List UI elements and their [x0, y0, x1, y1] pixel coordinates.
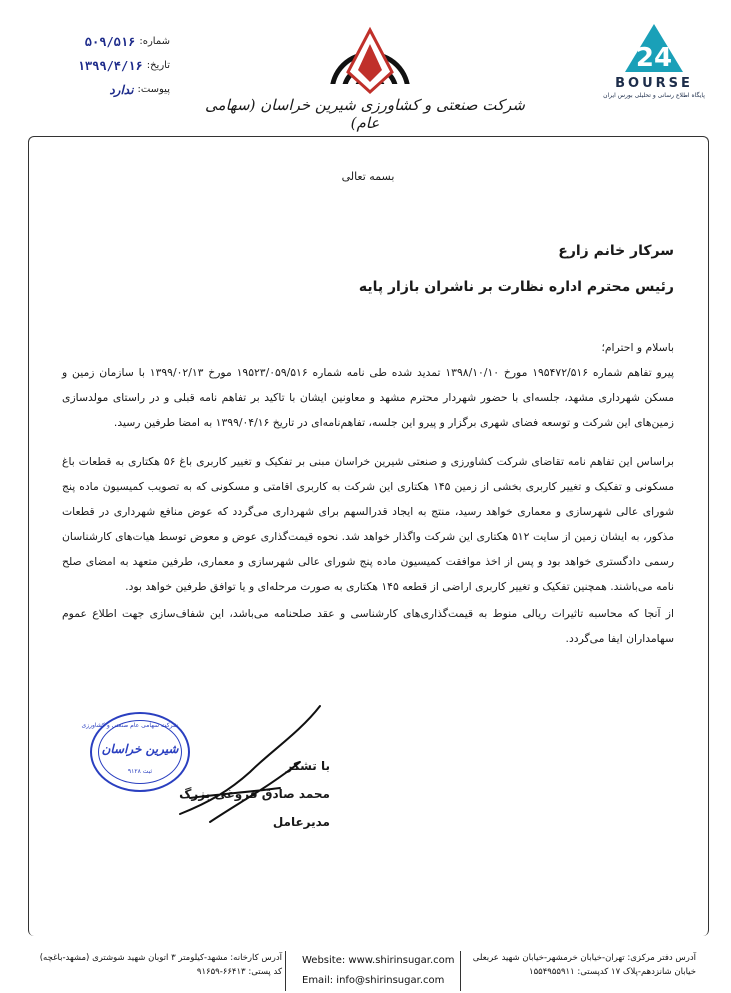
signatory-name: محمد صادق فروغی بزرگ [179, 787, 330, 801]
signature-block [81, 712, 330, 852]
basmala: بسمه تعالی [341, 170, 395, 183]
paragraph-3: از آنجا که محاسبه تاثیرات ریالی منوط به قیمت‌گذاری‌های کارشناسی و عقد صلحنامه می‌باشد، این شفاف‌سازی جهت اطلاع عموم سهامداران ایفا می‌گردد. [62, 607, 674, 645]
letter-date-value: ۱۳۹۹/۴/۱۶ [77, 59, 143, 73]
greeting: باسلام و احترام؛ [601, 341, 674, 354]
addressee [62, 233, 674, 305]
paragraph-1: پیرو تفاهم شماره ۱۹۵۴۷۲/۵۱۶ مورخ ۱۳۹۸/۱۰/۱۰ تمدید شده طی نامه شماره ۱۹۵۲۳/۰۵۹/۵۱۶ مورخ ۱۳۹۹/۰۲/۱۳ با سازمان زمین و مسکن شهرداری مشهد، جلسه‌ای با حضور شهردار محترم مشهد و معاونین ایشان با تاکید بر تفاهم نامه قبلی و در راستای مولدسازی زمین‌های این شرکت و توسعه فضای شهری برگزار و پیرو این جلسه، تفاهم‌نامه‌ای در تاریخ ۱۳۹۹/۰۴/۱۶ به امضا طرفین رسید. [62, 366, 674, 429]
letter-number-label: شماره: [139, 36, 170, 47]
bourse-name: BOURSE [615, 76, 693, 91]
contact-info [292, 951, 472, 991]
bourse-triangle-icon [623, 22, 685, 74]
factory-address [34, 951, 282, 979]
footer-divider [285, 951, 286, 991]
addressee-name: سرکار خانم زارع [558, 243, 674, 259]
company-title: شرکت صنعتی و کشاورزی شیرین خراسان (سهامی عام) [205, 96, 525, 132]
stamp-registration: ثبت ۹۱۲۸ [127, 768, 153, 775]
letter-attachment-value: ندارد [109, 83, 134, 97]
factory-address-line1: آدرس کارخانه: مشهد-کیلومتر ۳ اتوبان شهید شوشتری (مشهد-باغچه) [39, 953, 282, 963]
factory-address-line2: کد پستی: ۶۶۴۱۳-۹۱۶۵۹ [196, 967, 282, 977]
office-address [456, 951, 696, 979]
letter-attachment-label: پیوست: [137, 84, 170, 95]
addressee-title: رئیس محترم اداره نظارت بر ناشران بازار پایه [358, 279, 674, 295]
signatory-title: مدیرعامل [272, 815, 330, 829]
handwritten-signature-icon [150, 702, 330, 832]
signature-thanks: با تشکر [285, 759, 330, 773]
letter-number-value: ۵۰۹/۵۱۶ [84, 35, 136, 49]
letter-body [62, 170, 674, 657]
stamp-company-name: شیرین خراسان [101, 742, 179, 756]
office-address-line1: آدرس دفتر مرکزی: تهران-خیابان خرمشهر-خیابان شهید عربعلی [472, 953, 696, 963]
letter-footer [30, 945, 710, 993]
office-address-line2: خیابان شانزدهم-پلاک ۱۷ کدپستی: ۱۵۵۴۹۵۵۹۱۱ [529, 967, 696, 977]
company-logo-icon [322, 0, 418, 100]
letter-meta [30, 30, 170, 102]
svg-text:24: 24 [635, 43, 673, 73]
letter-attachment-row [30, 78, 170, 102]
letter-date-label: تاریخ: [146, 60, 170, 71]
stamp-top-text: شرکت سهامی عام صنعتی و کشاورزی [81, 722, 178, 729]
bourse-logo [600, 22, 708, 99]
letter-number-row [30, 30, 170, 54]
letter-date-row [30, 54, 170, 78]
bourse-subtitle: پایگاه اطلاع رسانی و تحلیلی بورس ایران [603, 92, 705, 99]
paragraph-2: براساس این تفاهم نامه تقاضای شرکت کشاورزی و صنعتی شیرین خراسان مبنی بر تفکیک و تغییر کاربری باغ ۵۶ هکتاری به قطعات باغ مسکونی و تفکیک و تغییر کاربری بخشی از زمین ۱۴۵ هکتاری این شرکت به کاربری اقامتی و مسکونی که به تصویب کمیسیون ماده پنج شورای عالی شهرسازی و معماری خواهد رسید، منتج به ایجاد قدرالسهم برای شهرداری می‌گردد که عوض منافع شهرداری در قطعات مذکور، به ایشان زمین از سایت ۵۱۲ هکتاری این شرکت واگذار خواهد شد. نحوه قیمت‌گذاری عوض و معوض توسط هیات‌های کارشناسان رسمی دادگستری خواهد بود و پس از اخذ موافقت کمیسیون ماده پنج شورای عالی شهرسازی و معماری، طرفین متعهد به امضای صلح نامه می‌باشند. همچنین تفکیک و تغییر کاربری اراضی از قطعه ۱۴۵ هکتاری به صورت مرحله‌ای و یا توافق طرفین خواهد بود. [62, 455, 674, 593]
website-link[interactable]: Website: www.shirinsugar.com [302, 955, 455, 966]
letter-paragraphs [62, 335, 674, 651]
email-link[interactable]: Email: info@shirinsugar.com [302, 975, 445, 986]
